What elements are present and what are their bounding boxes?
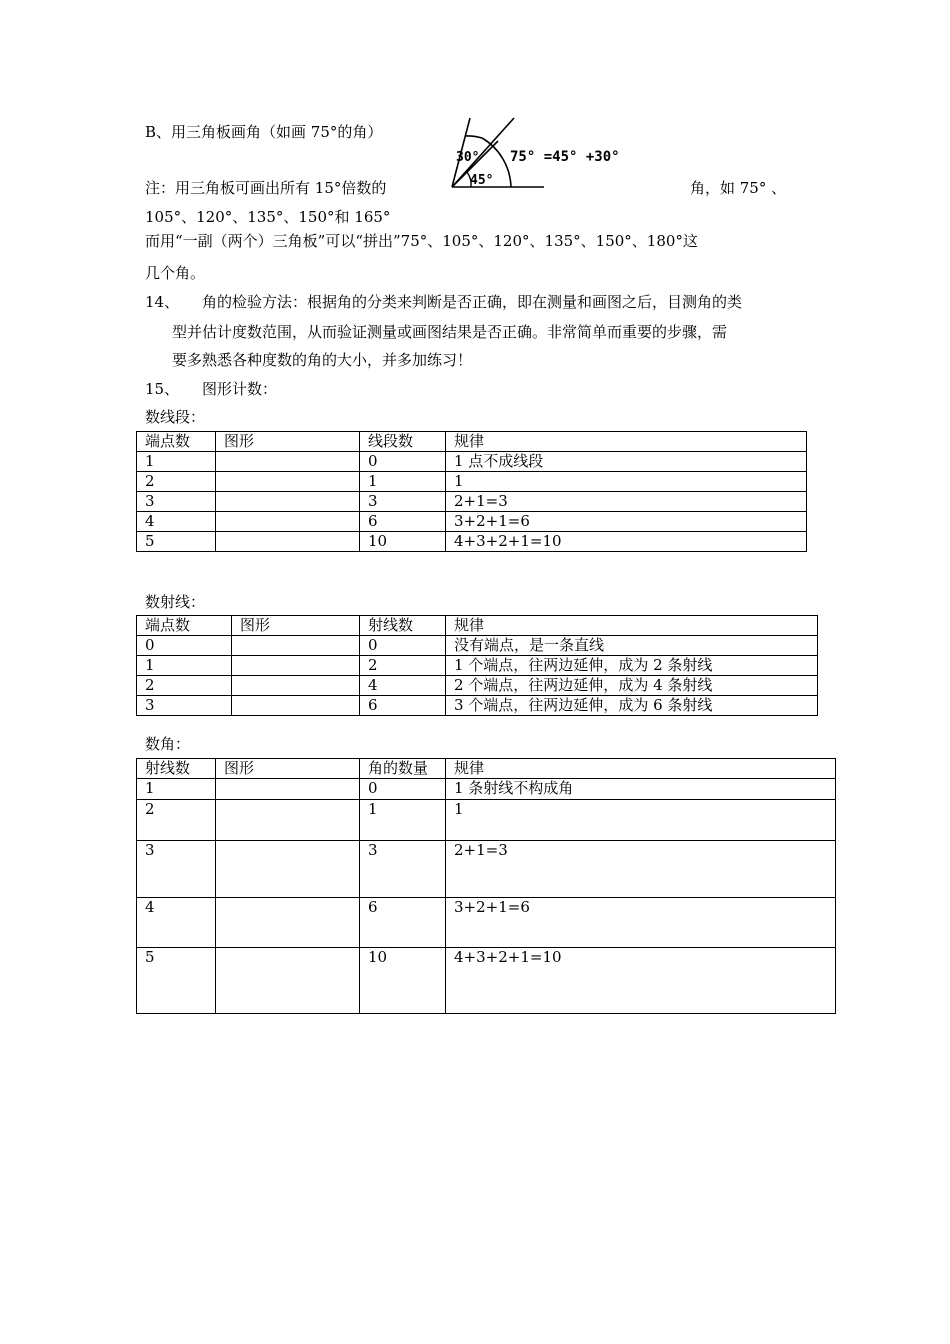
table-header-row [137,759,836,779]
item-15-text: 图形计数： [202,380,278,398]
table-row [137,676,818,696]
section-b-note: 注：用三角板可画出所有 15°倍数的 [145,179,387,197]
table-header-row [137,616,818,636]
table-row [137,696,818,716]
table-cell: 3 [360,841,446,898]
table-cell: 4 [137,512,216,532]
table-header-row [137,432,807,452]
table-cell: 3 个端点，往两边延伸，成为 6 条射线 [446,696,818,716]
rays-caption: 数射线： [145,593,206,611]
table-cell: 1 [446,800,836,841]
table-cell: 6 [360,512,446,532]
table-cell: 1 条射线不构成角 [446,779,836,800]
header-cell: 规律 [446,759,836,779]
table-cell: 1 点不成线段 [446,452,807,472]
table-row [137,779,836,800]
table-cell [216,492,360,512]
table-row [137,636,818,656]
table-cell: 3+2+1=6 [446,512,807,532]
angle-formula: 75° =45° +30° [510,149,620,165]
table-cell: 4 [137,898,216,948]
table-cell: 4+3+2+1=10 [446,948,836,1014]
table-row [137,492,807,512]
table-cell [232,676,360,696]
table-row [137,656,818,676]
table-cell [216,898,360,948]
item-14-line-1: 角的检验方法：根据角的分类来判断是否正确，即在测量和画图之后，目测角的类 [202,293,743,311]
header-cell: 线段数 [360,432,446,452]
table-row [137,841,836,898]
table-cell: 0 [137,636,232,656]
segments-caption: 数线段： [145,408,206,426]
section-b-note-angles: 105°、120°、135°、150°和 165° [145,208,391,226]
item-15-number: 15、 [145,380,180,398]
header-cell: 图形 [216,759,360,779]
table-row [137,948,836,1014]
item-14-number: 14、 [145,293,180,311]
table-cell [216,948,360,1014]
table-cell: 1 个端点，往两边延伸，成为 2 条射线 [446,656,818,676]
table-cell: 3 [360,492,446,512]
rays-table [136,615,818,716]
angles-table [136,758,836,1014]
table-row [137,898,836,948]
section-b-combine: 而用“一副（两个）三角板”可以“拼出”75°、105°、120°、135°、150°、180°这 [145,232,698,250]
header-cell: 端点数 [137,616,232,636]
table-row [137,472,807,492]
table-cell [216,512,360,532]
table-cell: 2 [137,472,216,492]
table-cell: 2 [137,676,232,696]
table-cell: 没有端点，是一条直线 [446,636,818,656]
table-cell: 3 [137,841,216,898]
table-cell: 2 [137,800,216,841]
table-cell: 1 [446,472,807,492]
section-b-combine-end: 几个角。 [145,264,206,282]
table-cell: 10 [360,948,446,1014]
table-cell: 5 [137,532,216,552]
table-cell: 2 个端点，往两边延伸，成为 4 条射线 [446,676,818,696]
table-cell: 4 [360,676,446,696]
table-row [137,532,807,552]
table-cell: 3 [137,492,216,512]
item-14-line-3: 要多熟悉各种度数的角的大小，并多加练习！ [172,351,473,369]
table-cell: 5 [137,948,216,1014]
table-cell: 6 [360,696,446,716]
table-cell: 1 [137,656,232,676]
table-cell: 2 [360,656,446,676]
table-cell: 0 [360,452,446,472]
table-cell: 2+1=3 [446,841,836,898]
table-cell: 0 [360,779,446,800]
table-cell [216,532,360,552]
section-b-note-cont: 角，如 75° 、 [690,179,787,197]
table-cell: 3+2+1=6 [446,898,836,948]
header-cell: 图形 [216,432,360,452]
header-cell: 图形 [232,616,360,636]
table-cell: 1 [360,800,446,841]
label-30-degrees: 30° [456,150,480,165]
table-cell [216,841,360,898]
table-row [137,452,807,472]
angles-caption: 数角： [145,735,191,753]
item-14-line-2: 型并估计度数范围，从而验证测量或画图结果是否正确。非常简单而重要的步骤，需 [172,323,728,341]
table-cell [232,656,360,676]
table-cell: 1 [137,452,216,472]
header-cell: 规律 [446,616,818,636]
table-cell [216,452,360,472]
label-45-degrees: 45° [470,173,494,188]
table-row [137,512,807,532]
table-cell: 10 [360,532,446,552]
table-cell [216,779,360,800]
table-cell [232,696,360,716]
header-cell: 规律 [446,432,807,452]
table-cell: 3 [137,696,232,716]
table-cell: 6 [360,898,446,948]
header-cell: 端点数 [137,432,216,452]
segments-table [136,431,807,552]
table-cell: 1 [360,472,446,492]
header-cell: 角的数量 [360,759,446,779]
section-b-title: B、用三角板画角（如画 75°的角） [145,123,383,141]
header-cell: 射线数 [137,759,216,779]
table-row [137,800,836,841]
table-cell: 0 [360,636,446,656]
table-cell [216,472,360,492]
header-cell: 射线数 [360,616,446,636]
table-cell [232,636,360,656]
table-cell: 1 [137,779,216,800]
table-cell [216,800,360,841]
triangle-ruler-angle-diagram [448,116,648,192]
table-cell: 2+1=3 [446,492,807,512]
table-cell: 4+3+2+1=10 [446,532,807,552]
